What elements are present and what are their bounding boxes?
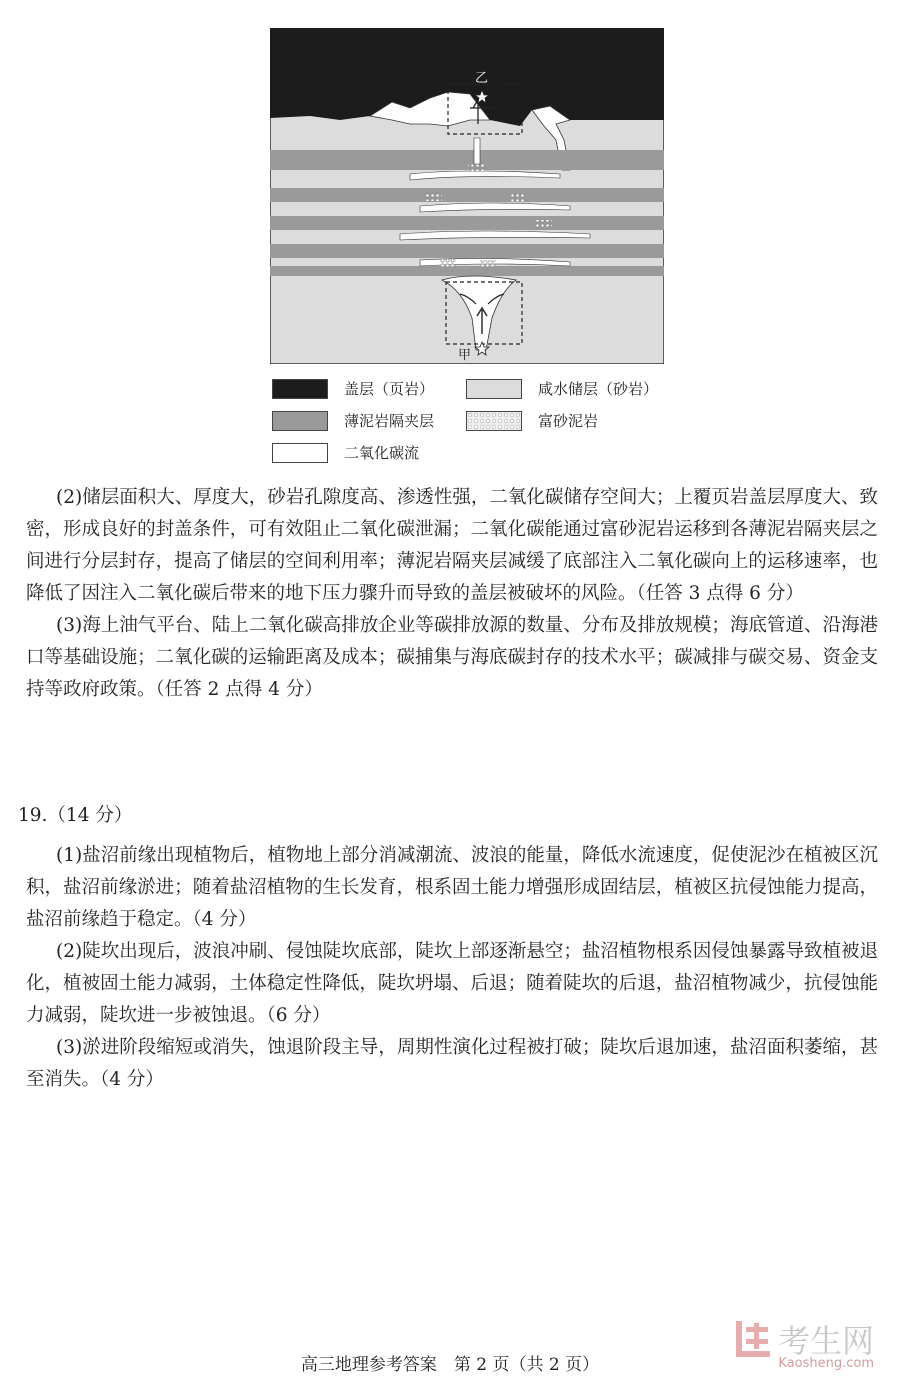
question-19 <box>18 800 878 832</box>
label-jia: 甲 <box>458 348 472 363</box>
legend-cap <box>272 378 434 399</box>
mud-layer-4 <box>270 244 664 258</box>
label-yi: 乙 <box>475 71 489 86</box>
legend-brine <box>466 378 658 399</box>
legend-mud-label: 薄泥岩隔夹层 <box>344 412 435 430</box>
watermark-text: 考生网 <box>777 1322 874 1360</box>
legend-sandy <box>466 410 598 431</box>
legend-mud <box>272 410 434 431</box>
answer-18-2: (2)储层面积大、厚度大，砂岩孔隙度高、渗透性强，二氧化碳储存空间大；上覆页岩盖层厚度大、致密，形成良好的封盖条件，可有效阻止二氧化碳泄漏；二氧化碳能通过富砂泥岩运移到各薄泥岩隔夹层之间进行分层封存，提高了储层的空间利用率；薄泥岩隔夹层减缓了底部注入二氧化碳向上的运移速率，也降低了因注入二氧化碳后带来的地下压力骤升而导致的盖层被破坏的风险。（任答 3 点得 6 分） <box>26 487 878 604</box>
mud-layer-2 <box>270 188 664 202</box>
legend-cap-label: 盖层（页岩） <box>344 380 435 398</box>
sandy-patch-2 <box>426 192 442 201</box>
sandy-patch-6 <box>480 260 496 268</box>
answer-19-3: (3)淤进阶段缩短或消失，蚀退阶段主导，周期性演化过程被打破；陡坎后退加速，盐沼面积萎缩，甚至消失。（4 分） <box>26 1037 878 1090</box>
geology-diagram <box>270 28 664 364</box>
answer-19-1: (1)盐沼前缘出现植物后，植物地上部分消减潮流、波浪的能量，降低水流速度，促使泥沙在植被区沉积，盐沼前缘淤进；随着盐沼植物的生长发育，根系固土能力增强形成固结层，植被区抗侵蚀能力提高，盐沼前缘趋于稳定。（4 分） <box>26 845 878 930</box>
sandy-patch-5 <box>440 258 456 268</box>
q19-header: 19.（14 分） <box>18 805 133 826</box>
mud-layer-3 <box>270 216 664 230</box>
mud-layer-5 <box>270 266 664 276</box>
swatch-sandy <box>466 411 522 431</box>
swatch-co2 <box>272 443 328 463</box>
page-footer: 高三地理参考答案 第 2 页（共 2 页） <box>300 1355 600 1375</box>
swatch-brine <box>466 379 522 399</box>
swatch-cap <box>272 379 328 399</box>
answer-19-2: (2)陡坎出现后，波浪冲刷、侵蚀陡坎底部，陡坎上部逐渐悬空；盐沼植物根系因侵蚀暴露导致植被退化，植被固土能力减弱，土体稳定性降低，陡坎坍塌、后退；随着陡坎的后退，盐沼植物减少，抗侵蚀能力减弱，陡坎进一步被蚀退。（6 分） <box>26 941 878 1026</box>
legend-brine-label: 咸水储层（砂岩） <box>538 380 659 398</box>
answer-18-parts <box>26 482 878 706</box>
answer-19-parts <box>26 840 878 1096</box>
legend-sandy-label: 富砂泥岩 <box>538 412 599 430</box>
answer-18-3: (3)海上油气平台、陆上二氧化碳高排放企业等碳排放源的数量、分布及排放规模；海底管道、沿海港口等基础设施；二氧化碳的运输距离及成本；碳捕集与海底碳封存的技术水平；碳减排与碳交易、资金支持等政府政策。（任答 2 点得 4 分） <box>26 615 878 700</box>
watermark-sub: Kaosheng.com <box>778 1356 874 1371</box>
co2-conduit-1 <box>474 138 480 164</box>
mud-layer-1 <box>270 150 664 170</box>
legend-co2 <box>272 442 419 463</box>
swatch-mud <box>272 411 328 431</box>
sandy-patch-3 <box>510 194 526 203</box>
legend-co2-label: 二氧化碳流 <box>344 444 420 462</box>
sandy-patch-4 <box>536 220 552 229</box>
